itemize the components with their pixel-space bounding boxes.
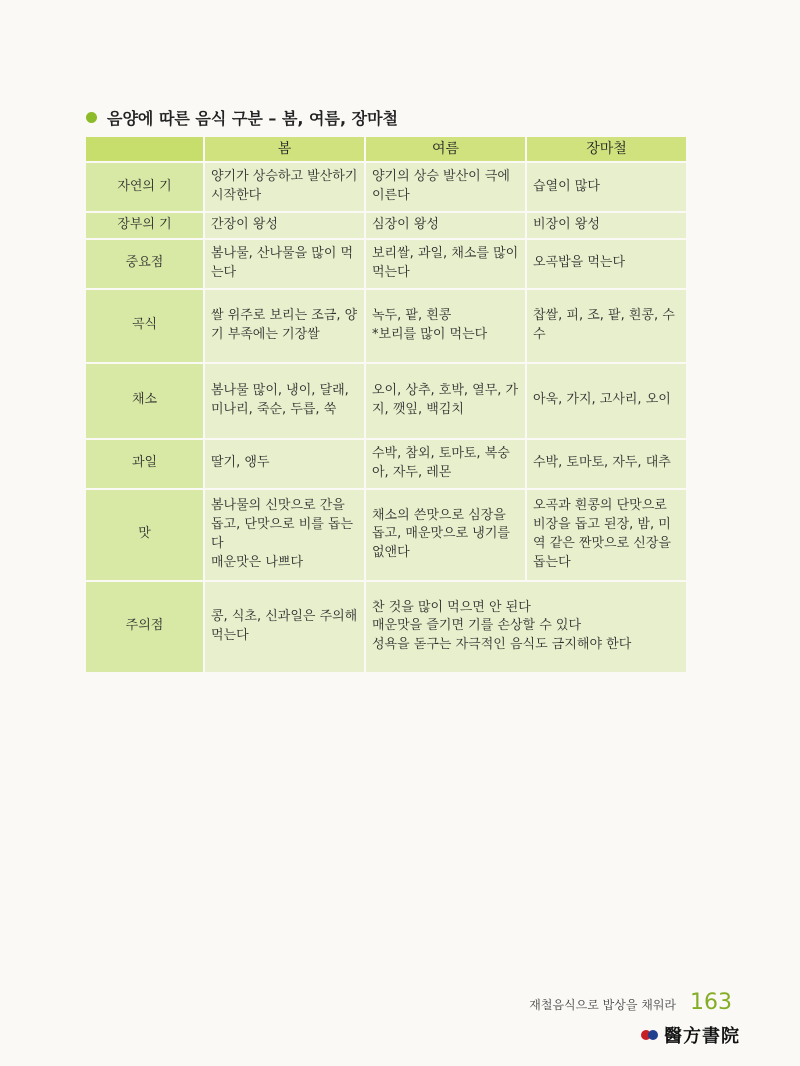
section-title: 음양에 따른 음식 구분 – 봄, 여름, 장마철 [107,109,398,128]
seasonal-food-table [84,135,688,674]
page-number: 163 [690,990,732,1015]
table-row [85,212,687,239]
table-cell: 간장이 왕성 [204,212,365,239]
publisher-name: 醫方書院 [664,1026,740,1047]
chapter-title: 재철음식으로 밥상을 채워라 [529,998,676,1012]
table-cell: 수박, 토마토, 자두, 대추 [526,439,687,489]
table-header-corner [85,136,204,162]
table-row [85,439,687,489]
table-row [85,239,687,289]
table-cell: 양기의 상승 발산이 극에 이른다 [365,162,526,212]
table-cell: 수박, 참외, 토마토, 복숭아, 자두, 레몬 [365,439,526,489]
row-label: 자연의 기 [85,162,204,212]
table-cell: 오이, 상추, 호박, 열무, 가지, 깻잎, 백김치 [365,363,526,439]
table-cell: 쌀 위주로 보리는 조금, 양기 부족에는 기장쌀 [204,289,365,363]
table-cell: 녹두, 팥, 흰콩 *보리를 많이 먹는다 [365,289,526,363]
caution-spring-cell: 콩, 식초, 신과일은 주의해 먹는다 [204,581,365,673]
publisher-logo [641,1022,740,1048]
table-cell: 채소의 쓴맛으로 심장을 돕고, 매운맛으로 냉기를 없앤다 [365,489,526,581]
table-row [85,289,687,363]
row-label: 곡식 [85,289,204,363]
table-cell: 보리쌀, 과일, 채소를 많이 먹는다 [365,239,526,289]
table-cell: 양기가 상승하고 발산하기 시작한다 [204,162,365,212]
table-cell: 봄나물 많이, 냉이, 달래, 미나리, 죽순, 두릅, 쑥 [204,363,365,439]
row-label: 중요점 [85,239,204,289]
table-row [85,489,687,581]
publisher-dots-icon [641,1030,658,1040]
row-label: 맛 [85,489,204,581]
table-cell: 찹쌀, 피, 조, 팥, 흰콩, 수수 [526,289,687,363]
table-cell: 오곡밥을 먹는다 [526,239,687,289]
table-row [85,162,687,212]
table-cell: 비장이 왕성 [526,212,687,239]
table-body [85,162,687,673]
section-heading [86,106,398,129]
page-footer [529,990,732,1015]
row-label: 장부의 기 [85,212,204,239]
table-header-row [85,136,687,162]
row-label: 주의점 [85,581,204,673]
table-cell: 봄나물, 산나물을 많이 먹는다 [204,239,365,289]
bullet-icon [86,112,97,123]
table-cell: 습열이 많다 [526,162,687,212]
table-header-summer: 여름 [365,136,526,162]
table-header-spring: 봄 [204,136,365,162]
caution-summer-rainy-cell: 찬 것을 많이 먹으면 안 된다 매운맛을 즐기면 기를 손상할 수 있다 성욕을 돋구는 자극적인 음식도 금지해야 한다 [365,581,687,673]
table-cell: 오곡과 흰콩의 단맛으로 비장을 돕고 된장, 밤, 미역 같은 짠맛으로 신장을 돕는다 [526,489,687,581]
row-label: 채소 [85,363,204,439]
caution-row [85,581,687,673]
table-cell: 딸기, 앵두 [204,439,365,489]
table-row [85,363,687,439]
table-cell: 봄나물의 신맛으로 간을 돕고, 단맛으로 비를 돕는다 매운맛은 나쁘다 [204,489,365,581]
table-header-rainy-season: 장마철 [526,136,687,162]
table-cell: 아욱, 가지, 고사리, 오이 [526,363,687,439]
table-cell: 심장이 왕성 [365,212,526,239]
row-label: 과일 [85,439,204,489]
